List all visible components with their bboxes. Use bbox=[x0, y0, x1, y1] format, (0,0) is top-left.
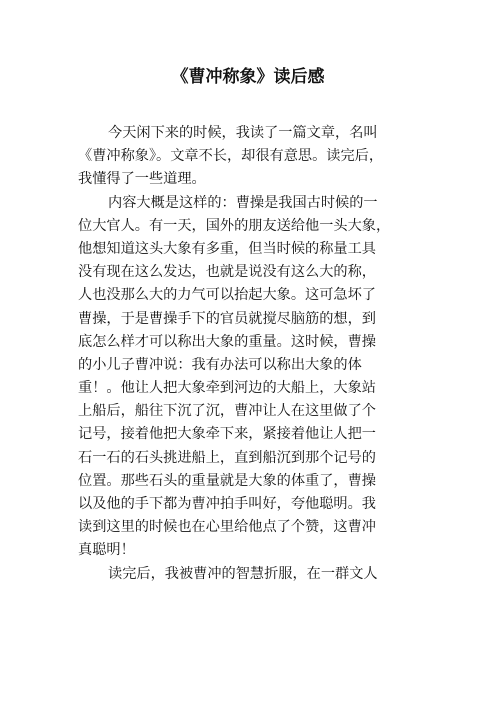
body-line: 曹操，于是曹操手下的官员就搅尽脑筋的想，到 bbox=[78, 310, 376, 327]
body-line: 以及他的手下都为曹冲拍手叫好，夸他聪明。我 bbox=[78, 496, 376, 512]
body-line: 没有现在这么发达，也就是说没有这么大的称， bbox=[78, 264, 376, 281]
body-line: 记号，接着他把大象牵下来，紧接着他让人把一 bbox=[78, 426, 376, 443]
document-body bbox=[78, 122, 418, 586]
body-line: 今天闲下来的时候，我读了一篇文章，名叫 bbox=[108, 125, 378, 141]
body-line: 位置。那些石头的重量就是大象的体重了，曹操 bbox=[78, 472, 376, 489]
body-line: 重！。他让人把大象牵到河边的大船上，大象站 bbox=[78, 380, 376, 397]
body-line: 上船后，船往下沉了沉，曹冲让人在这里做了个 bbox=[78, 403, 376, 420]
body-line: 位大官人。有一天，国外的朋友送给他一头大象， bbox=[78, 217, 391, 234]
body-line: 他想知道这头大象有多重，但当时候的称量工具 bbox=[78, 240, 376, 257]
body-line: 人也没那么大的力气可以抬起大象。这可急坏了 bbox=[78, 287, 376, 304]
body-line: 读到这里的时候也在心里给他点了个赞，这曹冲 bbox=[78, 519, 376, 536]
document-title: 《曹冲称象》读后感 bbox=[171, 67, 325, 87]
body-line: 底怎么样才可以称出大象的重量。这时候，曹操 bbox=[78, 333, 376, 350]
body-line: 《曹冲称象》。文章不长，却很有意思。读完后， bbox=[78, 148, 384, 165]
body-line: 石一石的石头挑进船上，直到船沉到那个记号的 bbox=[78, 449, 376, 466]
body-line: 内容大概是这样的：曹操是我国古时候的一 bbox=[108, 194, 378, 211]
body-line: 我懂得了一些道理。 bbox=[78, 171, 206, 188]
body-line: 的小儿子曹冲说：我有办法可以称出大象的体 bbox=[78, 356, 362, 373]
body-line: 真聪明！ bbox=[78, 542, 135, 559]
body-line: 读完后，我被曹冲的智慧折服，在一群文人 bbox=[108, 565, 378, 582]
